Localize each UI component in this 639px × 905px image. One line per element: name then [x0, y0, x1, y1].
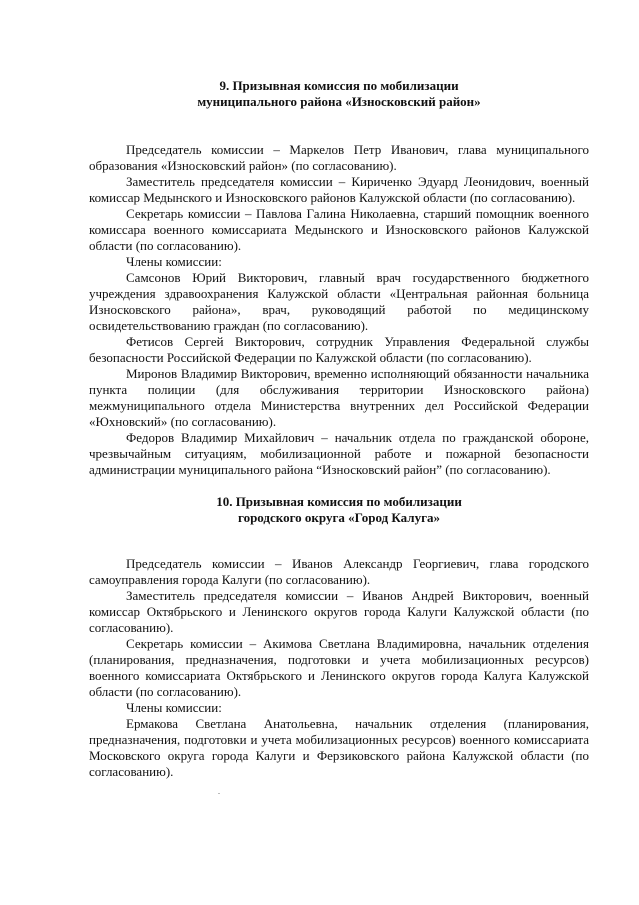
section-9-member: Самсонов Юрий Викторович, главный врач государственного бюджетного учреждения здравоохранения Калужской области «Центральная районная больница Износковского района», врач, руководящий работой по медицинскому освидетельствованию граждан (по согласованию).	[89, 270, 589, 333]
section-10-members-label: Члены комиссии:	[126, 700, 222, 715]
section-9-secretary: Секретарь комиссии – Павлова Галина Николаевна, старший помощник военного комиссара военного комиссариата Медынского и Износковского районов Калужской области (по согласованию).	[89, 206, 589, 253]
document-page	[89, 78, 589, 780]
section-10-chairman: Председатель комиссии – Иванов Александр Георгиевич, глава городского самоуправления города Калуги (по согласованию).	[89, 556, 589, 587]
section-9-member: Миронов Владимир Викторович, временно исполняющий обязанности начальника пункта полиции (для обслуживания территории Износковского района) межмуниципального отдела Министерства внутренних дел Российской Федерации «Юхновский» (по согласованию).	[89, 366, 589, 429]
section-10-heading-line-1: 10. Призывная комиссия по мобилизации	[216, 494, 462, 509]
section-10-heading-line-2: городского округа «Город Калуга»	[237, 510, 440, 525]
section-9-heading	[89, 78, 589, 110]
scan-speck	[218, 793, 220, 794]
section-10-member: Ермакова Светлана Анатольевна, начальник отделения (планирования, предназначения, подготовки и учета мобилизационных ресурсов) военного комиссариата Московского округа города Калуги и Ферзиковского района Калужской области (по согласованию).	[89, 716, 589, 779]
section-9-chairman: Председатель комиссии – Маркелов Петр Иванович, глава муниципального образования «Износковский район» (по согласованию).	[89, 142, 589, 173]
section-9-heading-line-1: 9. Призывная комиссия по мобилизации	[219, 78, 459, 93]
section-9-deputy-chairman: Заместитель председателя комиссии – Кириченко Эдуард Леонидович, военный комиссар Медынского и Износковского районов Калужской области (по согласованию).	[89, 174, 589, 205]
section-10	[89, 494, 589, 780]
section-9	[89, 78, 589, 478]
section-9-member: Федоров Владимир Михайлович – начальник отдела по гражданской обороне, чрезвычайным ситуациям, мобилизационной работе и пожарной безопасности администрации муниципального района “Износковский район” (по согласованию).	[89, 430, 589, 477]
section-9-heading-line-2: муниципального района «Износковский район»	[197, 94, 481, 109]
section-10-secretary: Секретарь комиссии – Акимова Светлана Владимировна, начальник отделения (планирования, предназначения, подготовки и учета мобилизационных ресурсов) военного комиссариата Октябрьского и Ленинского округов города Калуга Калужской области (по согласованию).	[89, 636, 589, 699]
section-10-deputy-chairman: Заместитель председателя комиссии – Иванов Андрей Викторович, военный комиссар Октябрьского и Ленинского округов города Калуги Калужской области (по согласованию).	[89, 588, 589, 635]
section-9-member: Фетисов Сергей Викторович, сотрудник Управления Федеральной службы безопасности Российской Федерации по Калужской области (по согласованию).	[89, 334, 589, 365]
section-9-members-label: Члены комиссии:	[126, 254, 222, 269]
section-10-heading	[89, 494, 589, 526]
